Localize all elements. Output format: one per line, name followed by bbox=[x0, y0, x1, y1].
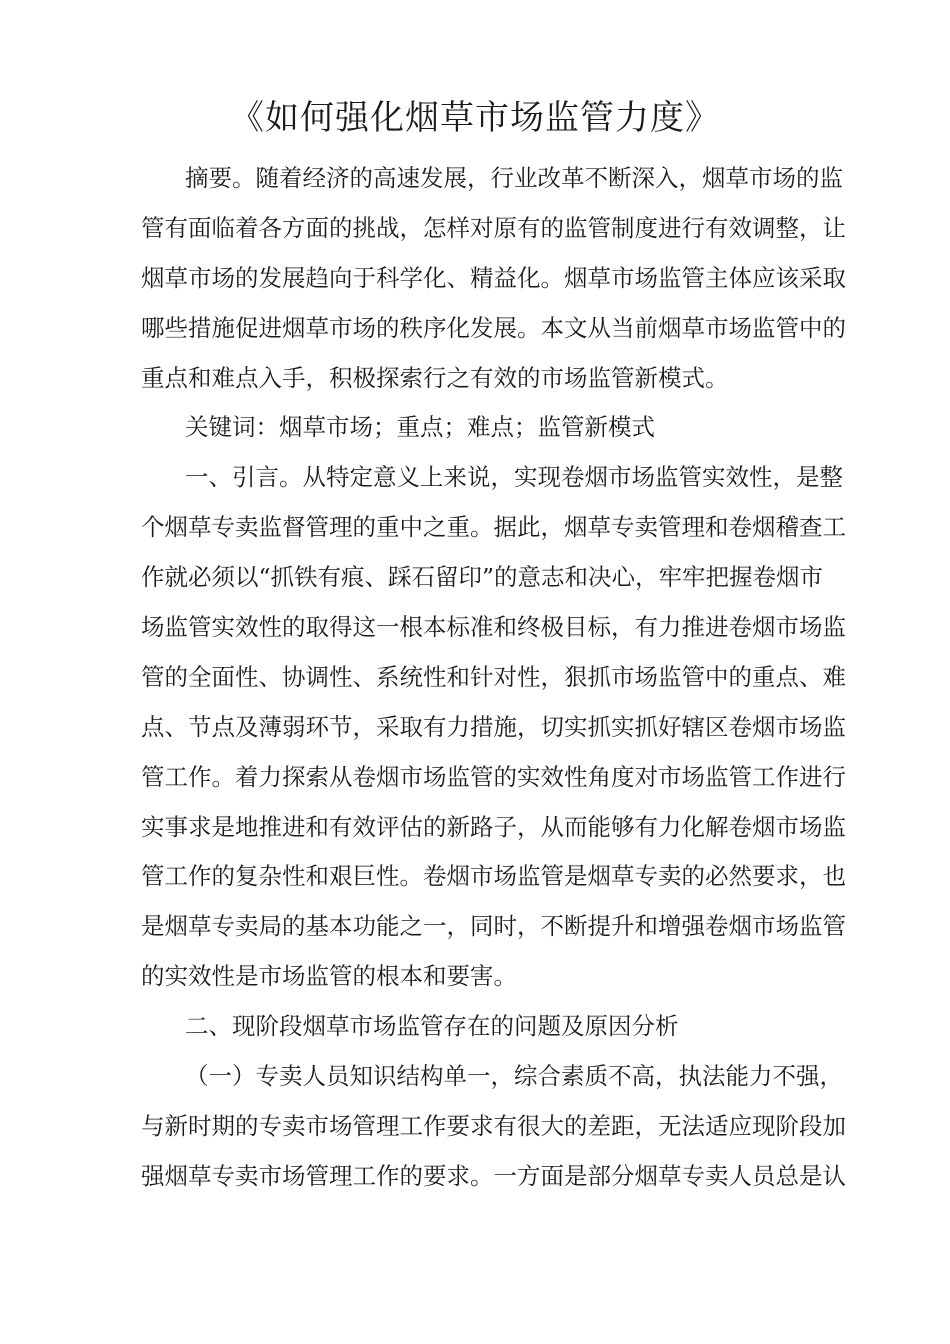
section-heading bbox=[141, 1002, 821, 1052]
text-line: 关键词：烟草市场；重点；难点；监管新模式 bbox=[185, 413, 655, 442]
text-line: 是烟草专卖局的基本功能之一，同时，不断提升和增强卷烟市场监管 bbox=[141, 912, 846, 941]
document-body bbox=[141, 154, 846, 1202]
document-title: 《如何强化烟草市场监管力度》 bbox=[230, 98, 720, 138]
text-line: 与新时期的专卖市场管理工作要求有很大的差距，无法适应现阶段加 bbox=[141, 1111, 846, 1140]
paragraph-keywords bbox=[141, 403, 821, 453]
text-line: （一）专卖人员知识结构单一，综合素质不高，执法能力不强， bbox=[185, 1062, 843, 1091]
text-line: 管有面临着各方面的挑战，怎样对原有的监管制度进行有效调整，让 bbox=[141, 213, 846, 242]
text-line: 实事求是地推进和有效评估的新路子，从而能够有力化解卷烟市场监 bbox=[141, 812, 846, 841]
paragraph-section-2-1 bbox=[141, 1052, 846, 1202]
text-line: 一、引言。从特定意义上来说，实现卷烟市场监管实效性，是整 bbox=[185, 463, 843, 492]
text-line: 烟草市场的发展趋向于科学化、精益化。烟草市场监管主体应该采取 bbox=[141, 263, 846, 292]
text-line: 哪些措施促进烟草市场的秩序化发展。本文从当前烟草市场监管中的 bbox=[141, 313, 846, 342]
text-line: 的实效性是市场监管的根本和要害。 bbox=[141, 962, 517, 991]
text-line: 作就必须以“抓铁有痕、踩石留印”的意志和决心，牢牢把握卷烟市 bbox=[141, 563, 824, 592]
text-line: 管工作。着力探索从卷烟市场监管的实效性角度对市场监管工作进行 bbox=[141, 762, 846, 791]
text-line: 点、节点及薄弱环节，采取有力措施，切实抓实抓好辖区卷烟市场监 bbox=[141, 712, 846, 741]
text-line: 强烟草专卖市场管理工作的要求。一方面是部分烟草专卖人员总是认 bbox=[141, 1161, 846, 1190]
paragraph-introduction bbox=[141, 453, 846, 1002]
text-line: 管的全面性、协调性、系统性和针对性，狠抓市场监管中的重点、难 bbox=[141, 662, 846, 691]
text-line: 二、现阶段烟草市场监管存在的问题及原因分析 bbox=[185, 1012, 679, 1041]
text-line: 管工作的复杂性和艰巨性。卷烟市场监管是烟草专卖的必然要求，也 bbox=[141, 862, 846, 891]
text-line: 场监管实效性的取得这一根本标准和终极目标，有力推进卷烟市场监 bbox=[141, 613, 846, 642]
paragraph-abstract bbox=[141, 154, 846, 403]
text-line: 重点和难点入手，积极探索行之有效的市场监管新模式。 bbox=[141, 363, 729, 392]
text-line: 个烟草专卖监督管理的重中之重。据此，烟草专卖管理和卷烟稽查工 bbox=[141, 513, 846, 542]
text-line: 摘要。随着经济的高速发展，行业改革不断深入，烟草市场的监 bbox=[185, 164, 843, 192]
